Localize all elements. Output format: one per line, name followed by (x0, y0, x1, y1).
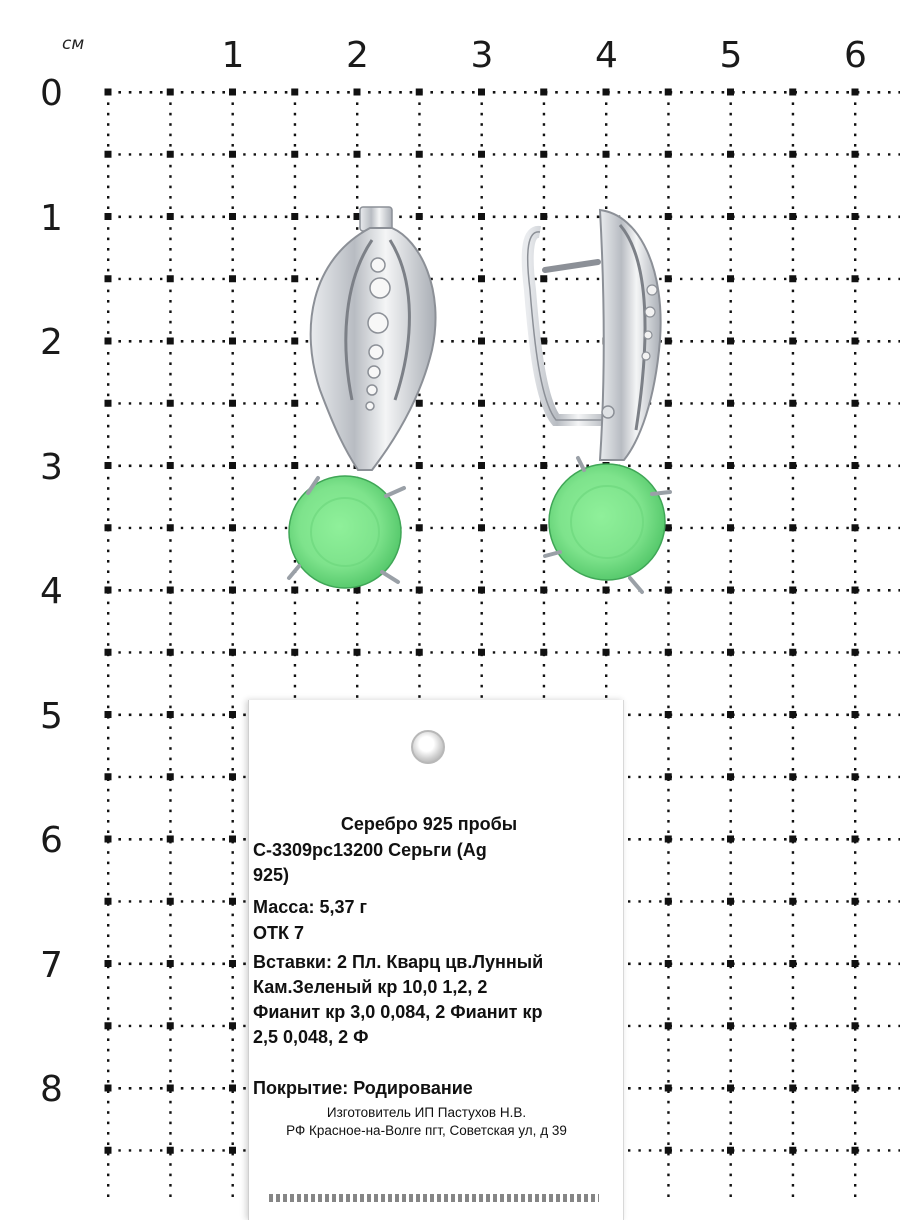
left-earring (289, 207, 436, 588)
product-tag (248, 700, 624, 1220)
tag-maker-1: Изготовитель ИП Пастухов Н.В. (326, 1105, 527, 1120)
x-axis-label: 2 (346, 35, 369, 76)
y-axis-label: 7 (40, 944, 63, 986)
tag-inserts-2: Кам.Зеленый кр 10,0 1,2, 2 (253, 977, 488, 997)
right-green-gem (549, 464, 665, 580)
tag-barcode-strip (269, 1194, 599, 1202)
tag-otk: ОТК 7 (253, 923, 304, 943)
x-axis-label: 3 (470, 35, 494, 76)
y-axis-label: 0 (40, 73, 63, 114)
tag-coating: Покрытие: Родирование (253, 1078, 473, 1098)
y-axis-label: 3 (40, 446, 63, 488)
tag-line-article-cont: 925) (253, 865, 290, 885)
tag-inserts-3: Фианит кр 3,0 0,084, 2 Фианит кр (253, 1002, 543, 1022)
x-axis-label: 6 (844, 35, 867, 76)
tag-hole (411, 730, 445, 764)
x-axis-label: 4 (595, 35, 618, 76)
right-earring (528, 210, 670, 592)
tag-maker-2: РФ Красное-на-Волге пгт, Советская ул, д 39 (286, 1123, 567, 1138)
tag-mass: Масса: 5,37 г (253, 897, 368, 917)
x-axis-label: 5 (719, 35, 743, 76)
y-axis-label: 5 (40, 695, 63, 737)
y-axis-label: 2 (40, 322, 63, 363)
unit-label: см (62, 34, 85, 54)
y-axis-label: 4 (40, 571, 63, 612)
tag-inserts-4: 2,5 0,048, 2 Ф (253, 1027, 369, 1047)
y-axis-label: 8 (40, 1069, 63, 1110)
x-axis-label: 1 (221, 35, 245, 76)
tag-line-article: С-3309рс13200 Серьги (Ag (253, 840, 487, 860)
tag-line-metal: Серебро 925 пробы (340, 814, 518, 834)
y-axis-label: 1 (40, 197, 63, 239)
tag-inserts-1: Вставки: 2 Пл. Кварц цв.Лунный (253, 952, 544, 972)
y-axis-label: 6 (40, 820, 63, 861)
